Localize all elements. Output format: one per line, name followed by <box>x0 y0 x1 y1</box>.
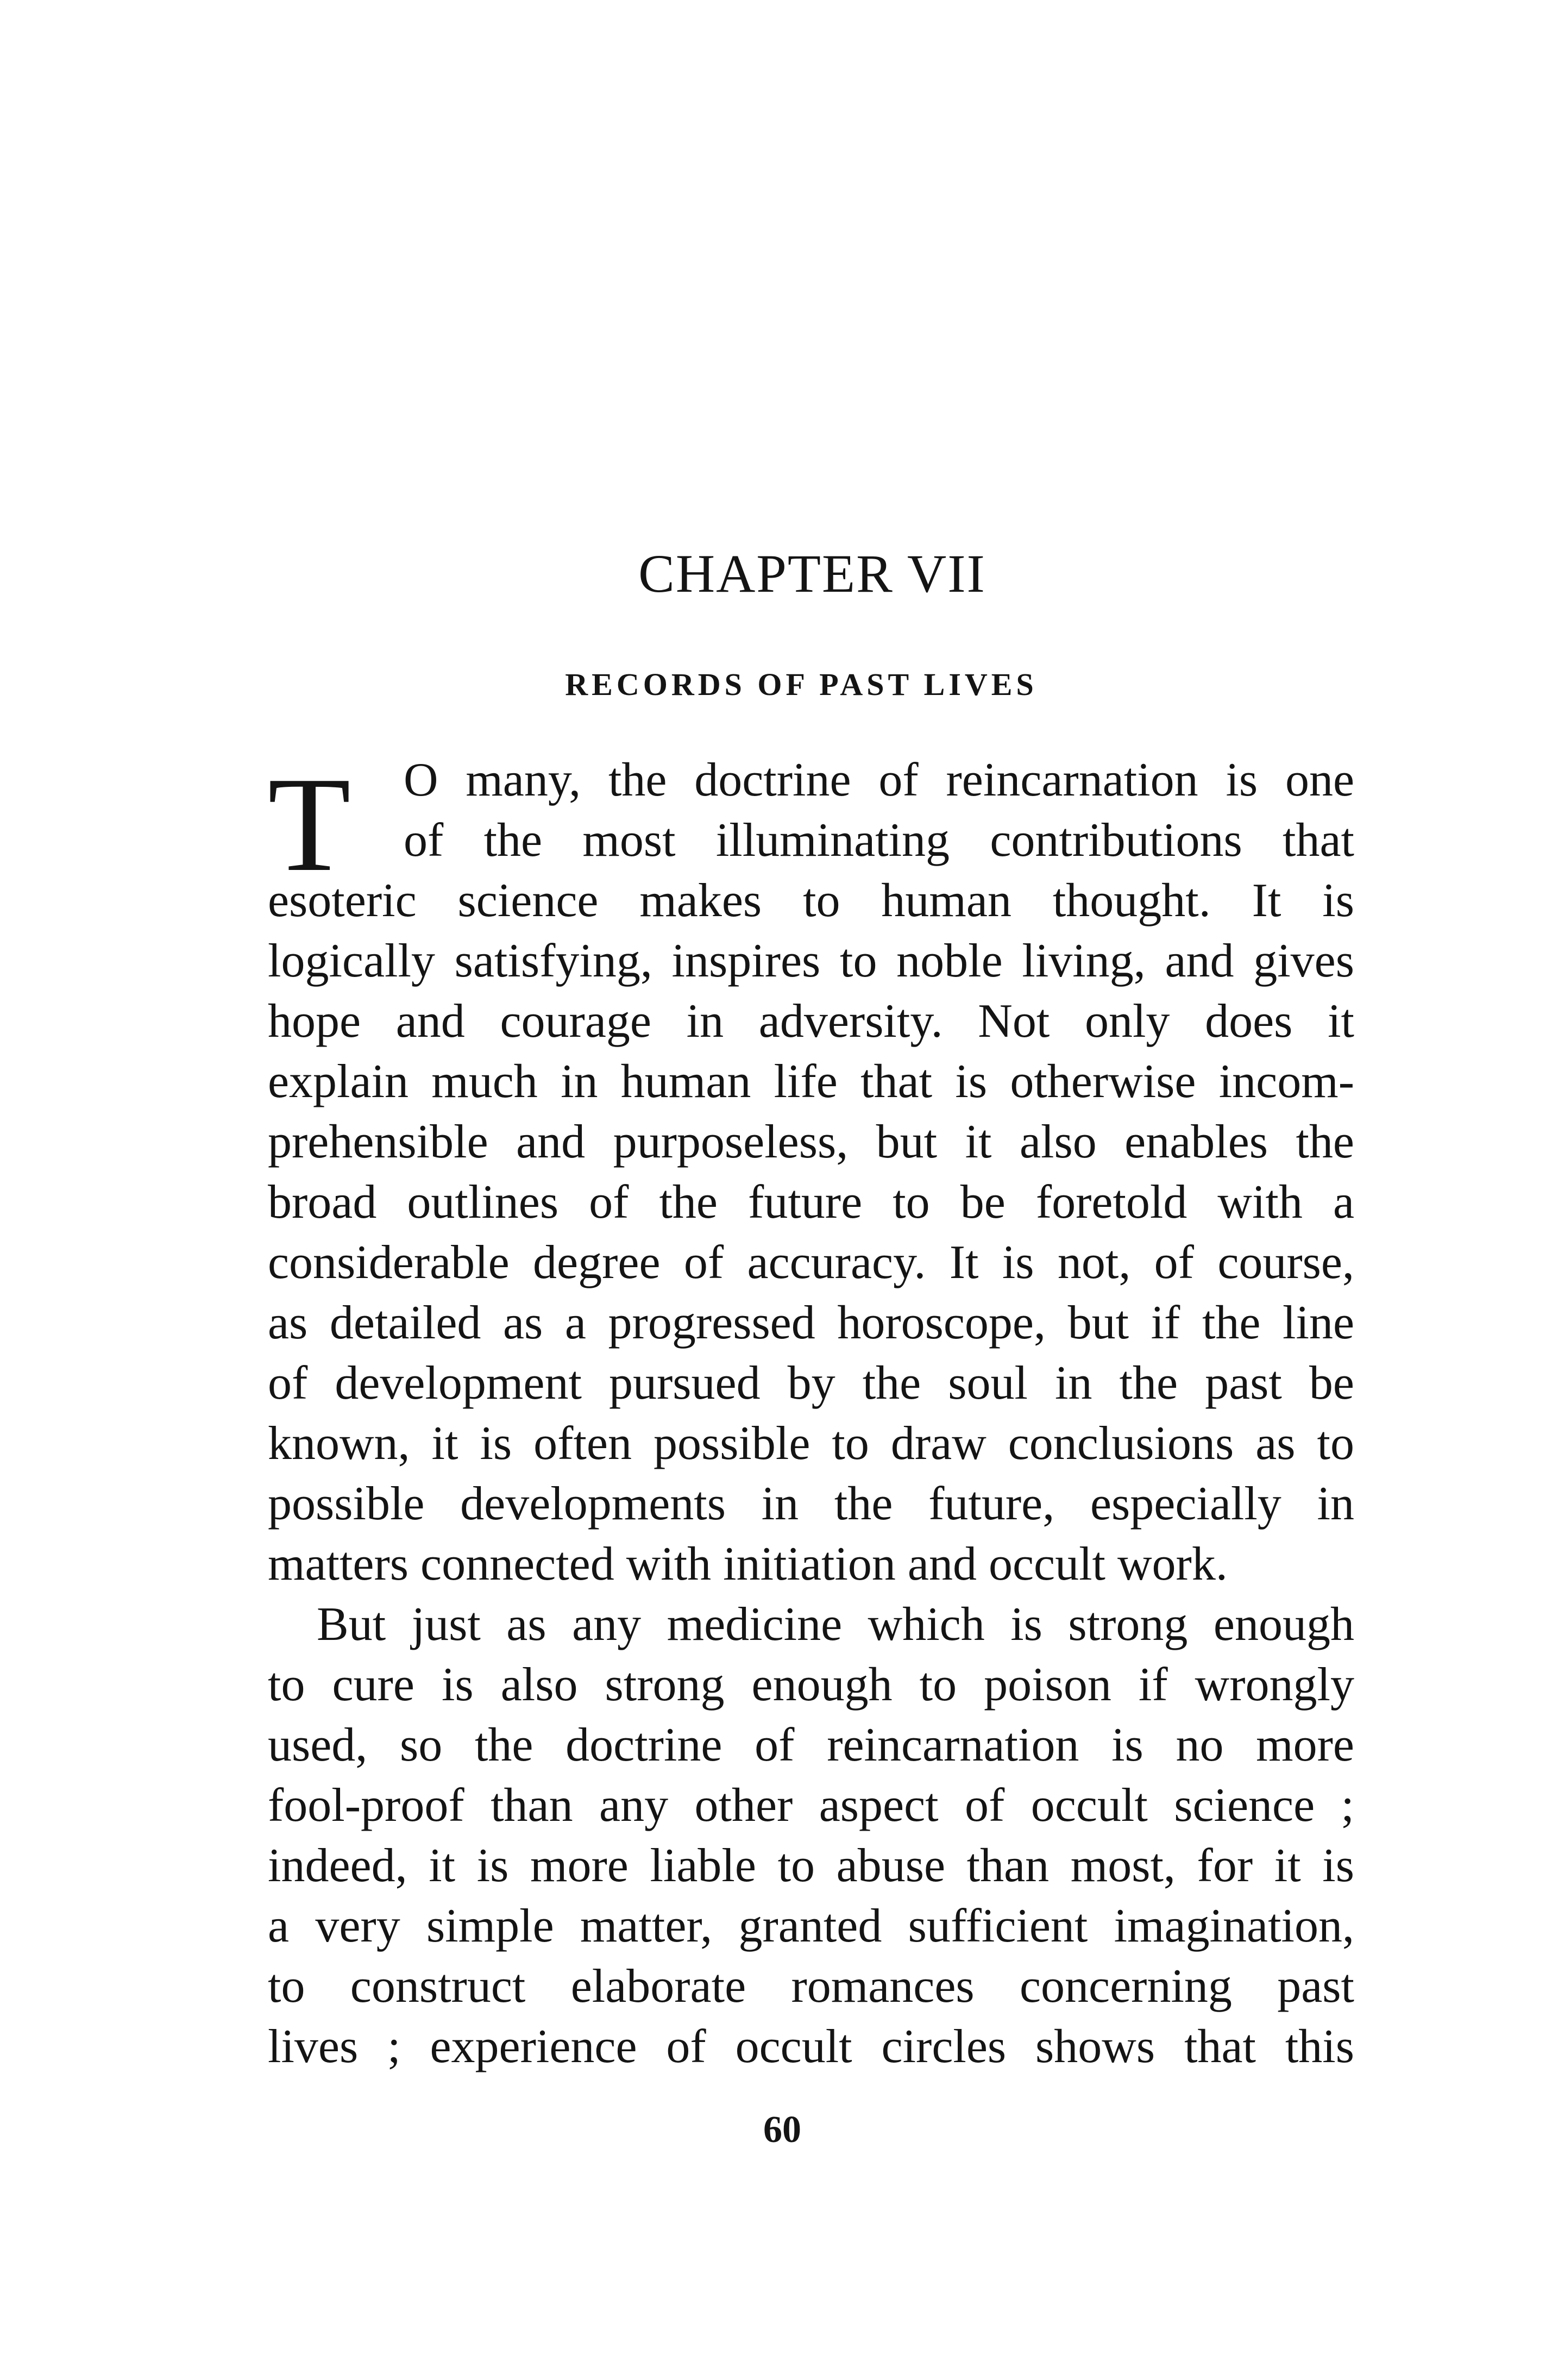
drop-cap: T <box>268 749 351 900</box>
text-line: of the most illuminating contributions that <box>404 814 1354 867</box>
text-line: esoteric science makes to human thought. It is <box>268 874 1354 927</box>
text-line: lives ; experience of occult circles shows that this <box>268 2020 1354 2073</box>
text-line: logically satisfying, inspires to noble living, and gives <box>268 935 1354 987</box>
text-line: considerable degree of accuracy. It is not, of course, <box>268 1236 1354 1289</box>
text-line: to construct elaborate romances concerning past <box>268 1960 1354 2013</box>
text-line: indeed, it is more liable to abuse than most, for it is <box>268 1839 1354 1892</box>
text-line: explain much in human life that is otherwise incom- <box>268 1055 1354 1108</box>
text-line: But just as any medicine which is strong enough <box>317 1598 1354 1651</box>
chapter-heading: CHAPTER VII <box>638 543 986 604</box>
text-line: a very simple matter, granted sufficient imagination, <box>268 1900 1354 1952</box>
text-line: as detailed as a progressed horoscope, but if the line <box>268 1297 1354 1349</box>
text-line: used, so the doctrine of reincarnation is no more <box>268 1719 1354 1771</box>
text-line: possible developments in the future, especially in <box>268 1477 1354 1530</box>
text-line: prehensible and purposeless, but it also enables the <box>268 1116 1354 1168</box>
text-line: broad outlines of the future to be foretold with a <box>268 1176 1354 1229</box>
text-line: O many, the doctrine of reincarnation is one <box>404 754 1354 806</box>
page-number: 60 <box>763 2109 801 2151</box>
body-text <box>268 750 1354 2077</box>
text-line: known, it is often possible to draw conclusions as to <box>268 1417 1354 1470</box>
chapter-subtitle: RECORDS OF PAST LIVES <box>565 667 1038 702</box>
text-line: of development pursued by the soul in the past be <box>268 1357 1354 1410</box>
text-line: hope and courage in adversity. Not only does it <box>268 995 1354 1048</box>
text-line: to cure is also strong enough to poison if wrongly <box>268 1658 1354 1711</box>
text-line: matters connected with initiation and occult work. <box>268 1538 1228 1590</box>
text-line: fool-proof than any other aspect of occult science ; <box>268 1779 1354 1832</box>
